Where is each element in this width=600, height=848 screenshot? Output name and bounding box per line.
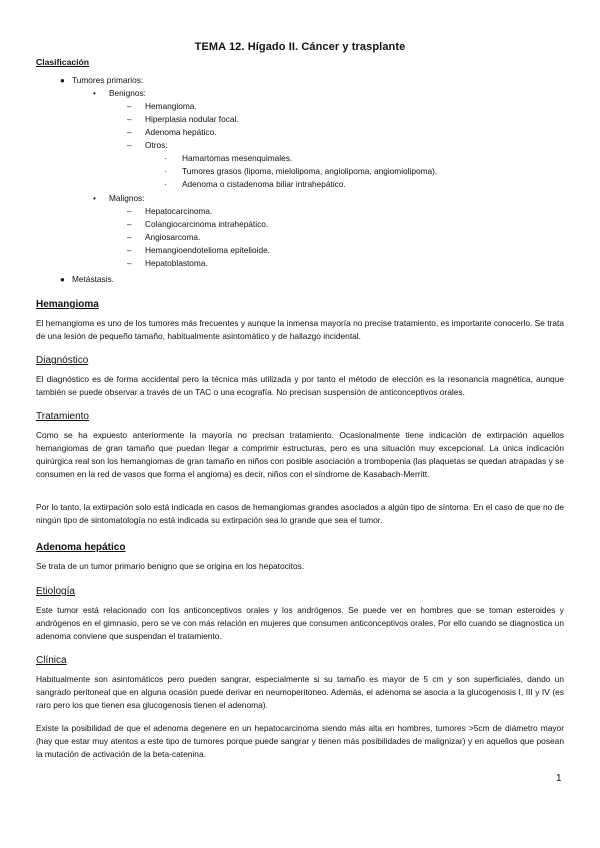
others-item: Tumores grasos (lipoma, mielolipoma, angiolipoma, angiomiolipoma).	[182, 166, 438, 176]
diagnosis-heading: Diagnóstico	[36, 355, 89, 366]
diagnosis-paragraph: El diagnóstico es de forma accidental pero la técnica más utilizada y por tanto el método de elección es la resonancia magnética, aunque también se puede observar a través de un TAC o una ecografía. No precisan suspensión de anticonceptivos orales.	[36, 374, 564, 397]
metastasis-label: Metástasis.	[72, 274, 114, 284]
malignant-item: Hemangioendotelioma epitelioide.	[145, 245, 270, 255]
bullet-small: ·	[164, 167, 167, 176]
bullet-small: ·	[164, 180, 167, 189]
clinic-heading: Clínica	[36, 655, 67, 666]
bullet-dash: –	[127, 128, 132, 137]
treatment-heading: Tratamiento	[36, 411, 89, 422]
malignant-item: Colangiocarcinoma intrahepático.	[145, 219, 269, 229]
malignant-item: Angiosarcoma.	[145, 232, 201, 242]
bullet-dot: ●	[60, 76, 65, 85]
primary-tumors-label: Tumores primarios:	[72, 75, 144, 85]
benign-item: Adenoma hepático.	[145, 127, 217, 137]
bullet-dash: –	[127, 207, 132, 216]
others-item: Hamartomas mesenquimales.	[182, 153, 293, 163]
adenoma-heading: Adenoma hepático	[36, 542, 126, 553]
benign-item: Otros:	[145, 140, 168, 150]
hemangioma-paragraph: El hemangioma es uno de los tumores más frecuentes y aunque la inmensa mayoría no precise tratamiento, es importante conocerlo. Se trata de una lesión de pequeño tamaño, habitualmente asintomático y de hallazgo incidental.	[36, 318, 564, 341]
bullet-dash: –	[127, 259, 132, 268]
bullet-dash: –	[127, 115, 132, 124]
treatment-paragraph-2: Por lo tanto, la extirpación solo está indicada en casos de hemangiomas grandes asociados a algún tipo de síntoma. En el caso de que no de ningún tipo de sintomatología no está indicada su extirpación sea lo grande que sea el tumor.	[36, 502, 564, 525]
bullet-dash: –	[127, 246, 132, 255]
bullet-dash: –	[127, 102, 132, 111]
page-title: TEMA 12. Hígado II. Cáncer y trasplante	[194, 41, 406, 53]
page-number: 1	[556, 773, 562, 784]
hemangioma-heading: Hemangioma	[36, 299, 99, 310]
etiology-heading: Etiología	[36, 586, 75, 597]
benign-item: Hiperplasia nodular focal.	[145, 114, 239, 124]
malignant-item: Hepatocarcinoma.	[145, 206, 213, 216]
bullet-dot: ●	[60, 275, 65, 284]
benign-label: Benignos:	[109, 88, 146, 98]
clinic-paragraph-1: Habitualmente son asintomáticos pero pueden sangrar, especialmente si su tamaño es mayor de 5 cm y son superficiales, dando un sangrado peritoneal que en alguna ocasión puede derivar en neumoperitoneo. Además, el adenoma se asocia a la glucogenosis I, III y IV (es raro pero los que tienen esa glucogenosis tienen el adenoma).	[36, 674, 564, 710]
clinic-paragraph-2: Existe la posibilidad de que el adenoma degenere en un hepatocarcinoma siendo más alta en hombres, tumores >5cm de diámetro mayor (hay que estar muy atentos a este tipo de tumores porque puede sangrar y tienen más posibilidades de malignizar) y en aquellos que posean la mutación de activación de la beta-catenina.	[36, 723, 564, 759]
classification-heading: Clasificación	[36, 57, 90, 67]
malignant-item: Hepatoblastoma.	[145, 258, 208, 268]
malignant-label: Malignos:	[109, 193, 145, 203]
others-item: Adenoma o cistadenoma biliar intrahepático.	[182, 179, 346, 189]
bullet-dash: –	[127, 141, 132, 150]
bullet-dot: •	[93, 194, 96, 203]
benign-item: Hemangioma.	[145, 101, 197, 111]
bullet-dot: •	[93, 89, 96, 98]
bullet-small: ·	[164, 154, 167, 163]
adenoma-paragraph: Se trata de un tumor primario benigno que se origina en los hepatocitos.	[36, 561, 305, 571]
etiology-paragraph: Este tumor está relacionado con los anticonceptivos orales y los andrógenos. Se puede ver en hombres que se toman esteroides y andrógenos en el gimnasio, pero se ve con más relación en mujeres que consumen anticonceptivos orales. Por ello cuando se diagnostica un adenoma conviene que suspendan el tratamiento.	[36, 605, 564, 641]
treatment-paragraph-1: Como se ha expuesto anteriormente la mayoría no precisan tratamiento. Ocasionalmente tiene indicación de extirpación aquellos hemangiomas de gran tamaño que puedan llegar a comprimir estructuras, pero es una situación muy excepcional. La única indicación quirúrgica real son los hemangiomas de gran tamaño en niños con posible asociación a trombopenia (las plaquetas se quedan atrapadas y se consumen en la red de vasos que forma el angioma) es decir, niños con el síndrome de Kasabach-Merritt.	[36, 430, 564, 479]
bullet-dash: –	[127, 233, 132, 242]
bullet-dash: –	[127, 220, 132, 229]
